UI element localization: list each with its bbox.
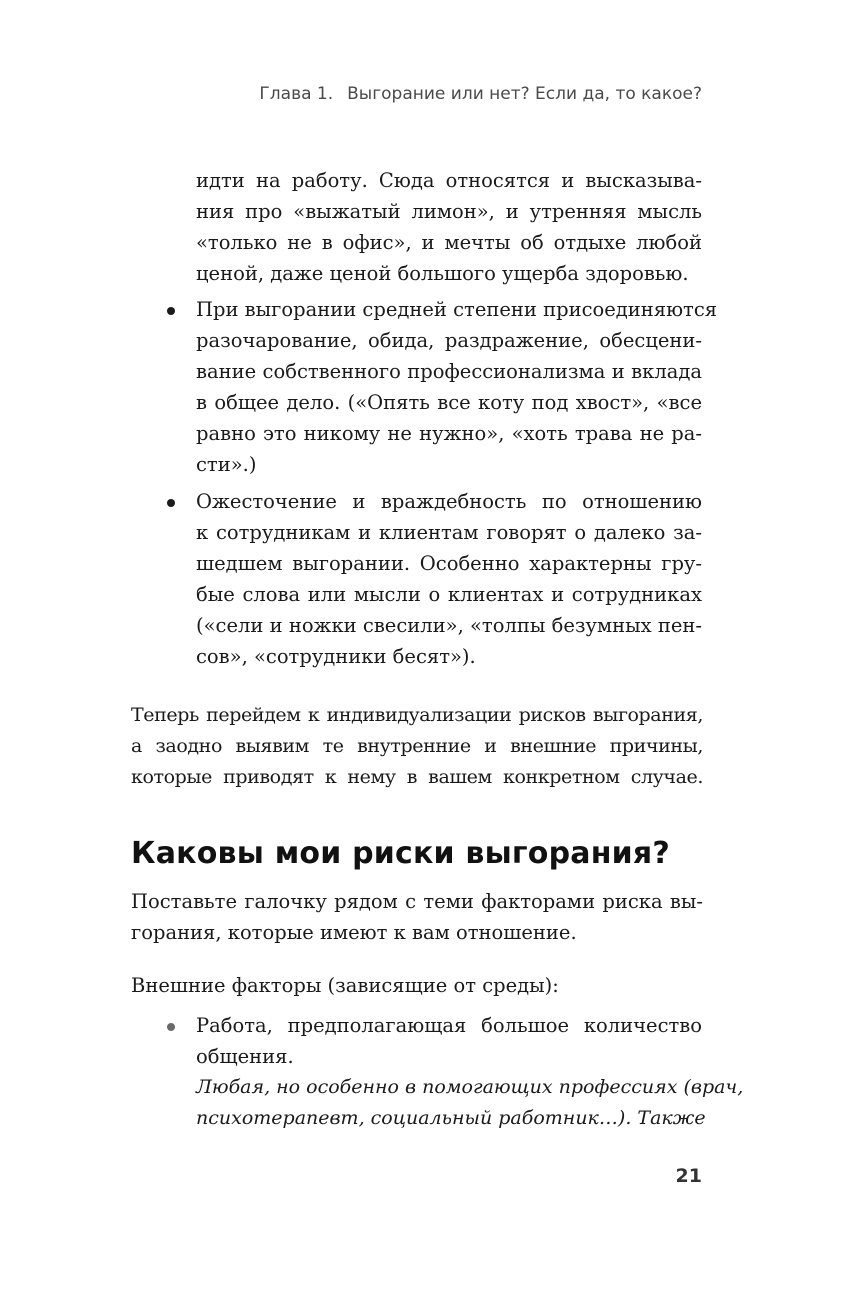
text-line: «только не в офис», и мечты об отдыхе любой: [196, 231, 702, 254]
chapter-label: Глава 1.: [259, 84, 334, 104]
bullet-marker: [167, 307, 175, 315]
factor-communication: [196, 1010, 702, 1072]
text-line: сти».): [196, 453, 257, 476]
text-line: При выгорании средней степени присоединяются: [196, 298, 718, 321]
text-line: ценой, даже ценой большого ущерба здоровью.: [196, 262, 689, 285]
text-line: Любая, но особенно в помогающих профессиях (врач,: [196, 1076, 744, 1098]
text-line: общения.: [196, 1045, 294, 1068]
bullet-medium-burnout: [196, 294, 718, 480]
section-heading: Каковы мои риски выгорания?: [131, 836, 670, 871]
transition-paragraph: [131, 700, 703, 793]
text-line: Поставьте галочку рядом с теми факторами риска вы-: [131, 890, 703, 913]
text-line: шедшем выгорании. Особенно характерны гру-: [196, 552, 702, 575]
text-line: («сели и ножки свесили», «толпы безумных пен-: [196, 614, 702, 637]
text-line: Внешние факторы (зависящие от среды):: [131, 974, 559, 997]
text-line: Теперь перейдем к индивидуализации рисков выгорания,: [131, 704, 703, 726]
page-number: 21: [675, 1165, 702, 1187]
external-factors-label: [131, 970, 703, 1001]
text-line: Ожесточение и враждебность по отношению: [196, 490, 702, 513]
text-line: а заодно выявим те внутренние и внешние причины,: [131, 735, 703, 757]
text-line: в общее дело. («Опять все коту под хвост», «все: [196, 391, 702, 414]
text-line: ния про «выжатый лимон», и утренняя мысль: [196, 200, 702, 223]
text-line: идти на работу. Сюда относятся и высказыва-: [196, 169, 702, 192]
bullet-marker: [167, 499, 175, 507]
bullet-marker: [167, 1023, 175, 1031]
text-line: разочарование, обида, раздражение, обесцени-: [196, 329, 702, 352]
running-head: [259, 84, 702, 104]
text-line: бые слова или мысли о клиентах и сотрудниках: [196, 583, 702, 606]
text-line: сов», «сотрудники бесят»).: [196, 645, 476, 668]
text-line: к сотрудникам и клиентам говорят о далеко за-: [196, 521, 702, 544]
text-line: Работа, предполагающая большое количество: [196, 1014, 702, 1037]
text-line: горания, которые имеют к вам отношение.: [131, 921, 577, 944]
chapter-title: Выгорание или нет? Если да, то какое?: [347, 84, 702, 104]
text-line: равно это никому не нужно», «хоть трава не ра-: [196, 422, 702, 445]
bullet-severe-burnout: [196, 486, 702, 672]
text-line: вание собственного профессионализма и вклада: [196, 360, 702, 383]
text-line: психотерапевт, социальный работник…). Также: [196, 1107, 706, 1129]
text-line: которые приводят к нему в вашем конкретном случае.: [131, 766, 703, 788]
factor-communication-note: [196, 1072, 744, 1134]
bullet-continuation: [196, 165, 702, 289]
instruction-paragraph: [131, 886, 703, 948]
